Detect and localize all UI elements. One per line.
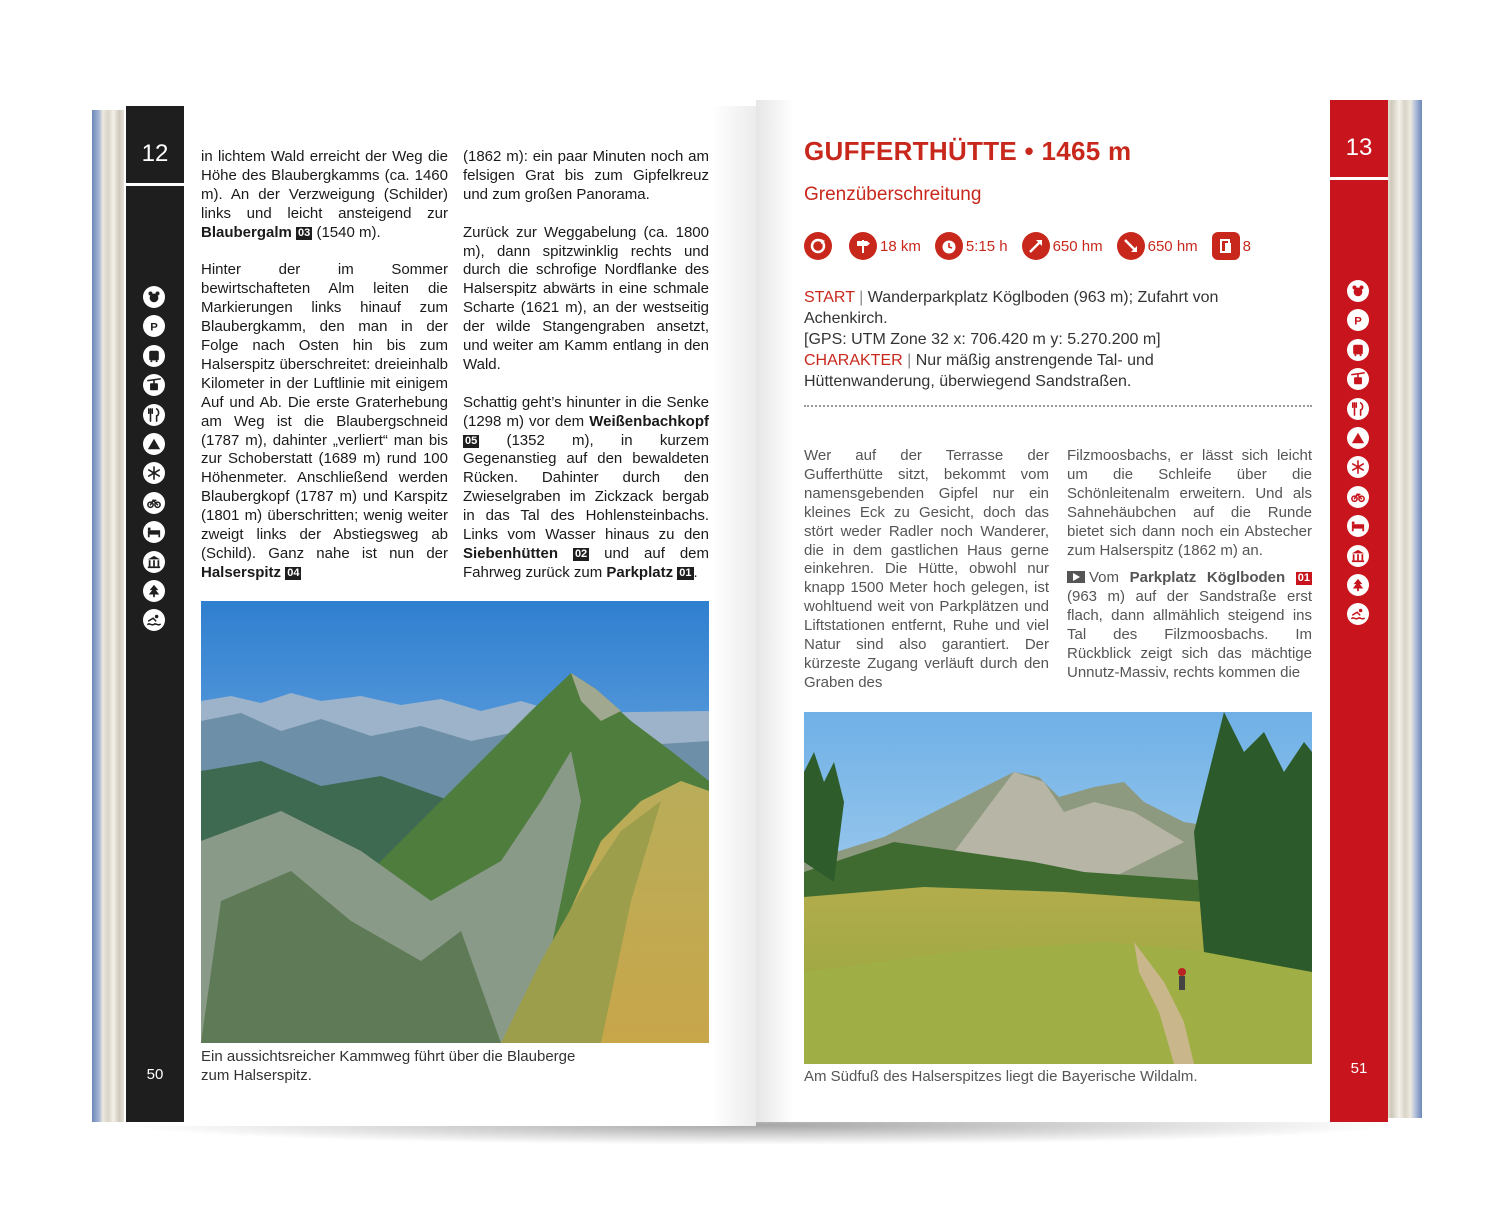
bicycle-icon <box>1347 486 1369 508</box>
camping-icon <box>143 433 165 455</box>
right-chapter-bar <box>1330 100 1388 1122</box>
left-page-number: 50 <box>146 1066 164 1083</box>
dotted-divider <box>804 405 1312 407</box>
parking-icon <box>143 315 165 337</box>
museum-icon <box>143 551 165 573</box>
tree-icon <box>143 580 165 602</box>
right-page-number: 51 <box>1350 1060 1368 1077</box>
museum-icon <box>1347 545 1369 567</box>
waypoint-badge: 05 <box>465 434 478 447</box>
waypoint-badge: 01 <box>679 566 692 579</box>
bus-icon <box>1347 339 1369 361</box>
bicycle-icon <box>143 492 165 514</box>
paragraph: in lichtem Wald erreicht der Weg die Höhe des Blaubergkamms (ca. 1460 m). An der Verzweigung (Schilder) links und leicht ansteigend zur Blaubergalm 03 (1540 m). <box>201 148 448 241</box>
start-arrow-icon <box>1067 571 1085 583</box>
right-photo-caption: Am Südfuß des Halserspitzes liegt die Bayerische Wildalm. <box>804 1068 1198 1085</box>
right-chapter-rule <box>1330 177 1388 180</box>
right-text-column-1 <box>804 447 1049 712</box>
bed-icon <box>1347 515 1369 537</box>
right-icon-column <box>1347 280 1371 633</box>
left-chapter-bar <box>126 106 184 1122</box>
paragraph: Hinter der im Sommer bewirtschafteten Alm leiten die Markierungen links hinauf zum Blaubergkamm, den man in der Folge nach Osten hin bis zum Halserspitz überschreitet: dreieinhalb Kilometer in der Luftlinie mit einigem Auf und Ab. Die erste Graterhebung am Weg ist die Blaubergschneid (1787 m), dahinter „verliert“ man bis zur Schoberstatt (1689 m) rund 100 Höhenmeter. Anschließend werden Blaubergkopf (1787 m) und Karspitz (1801 m) überschritten; wenig weiter zweigt links der Abstiegsweg ab (Schild). Ganz nahe ist nun der Halserspitz 04 <box>201 261 448 581</box>
photo-blauberg-ridge <box>201 601 709 1043</box>
paragraph: (1862 m): ein paar Minuten noch am felsigen Grat bis zum Gipfelkreuz und zum großen Panorama. <box>463 148 709 203</box>
left-chapter-number: 12 <box>141 140 169 167</box>
descent-stat: 650 hm <box>1117 232 1198 260</box>
swimming-icon <box>1347 603 1369 625</box>
distance-stat: 18 km <box>849 232 921 260</box>
difficulty-stat: 8 <box>1212 232 1251 260</box>
paragraph: Filzmoosbachs, er lässt sich leicht um die Schleife über die Schönleitenalm erweitern. Und als Sahnehäubchen auf die Runde bietet sich dann noch ein Abstecher zum Halserspitz (1862 m) an. <box>1067 447 1312 559</box>
tree-icon <box>1347 574 1369 596</box>
swimming-icon <box>143 609 165 631</box>
waypoint-badge: 03 <box>298 226 311 239</box>
bus-icon <box>143 345 165 367</box>
gps-line: [GPS: UTM Zone 32 x: 706.420 m y: 5.270.200 m] <box>804 331 1161 348</box>
right-text-column-2 <box>1067 447 1312 702</box>
ascent-stat: 650 hm <box>1022 232 1103 260</box>
left-text-column-1 <box>201 148 448 602</box>
bear-icon <box>1347 280 1369 302</box>
cable-car-icon <box>1347 368 1369 390</box>
time-stat: 5:15 h <box>935 232 1008 260</box>
cable-car-icon <box>143 374 165 396</box>
tour-title: GUFFERTHÜTTE • 1465 m <box>804 136 1132 166</box>
clock-icon <box>935 232 963 260</box>
signpost-icon <box>849 232 877 260</box>
descent-icon <box>1117 232 1145 260</box>
tour-info-box <box>804 287 1264 392</box>
restaurant-icon <box>1347 398 1369 420</box>
round-trip-stat <box>804 232 835 260</box>
waypoint-badge: 01 <box>1297 572 1311 585</box>
right-chapter-number: 13 <box>1345 134 1373 161</box>
difficulty-icon <box>1212 232 1240 260</box>
bear-icon <box>143 286 165 308</box>
waypoint-badge: 02 <box>574 548 588 560</box>
ascent-icon <box>1022 232 1050 260</box>
book-edge-right <box>1384 100 1422 1118</box>
svg-text:P: P <box>1354 315 1362 328</box>
start-line: START | Wanderparkplatz Köglboden (963 m); Zufahrt von Achenkirch. <box>804 289 1219 327</box>
book-edge-left <box>92 110 128 1122</box>
waypoint-badge: 04 <box>287 566 300 579</box>
svg-text:P: P <box>150 321 158 334</box>
charakter-line: CHARAKTER | Nur mäßig anstrengende Tal- und Hüttenwanderung, überwiegend Sandstraßen. <box>804 352 1154 390</box>
bed-icon <box>143 521 165 543</box>
left-icon-column <box>143 286 167 639</box>
left-photo-caption: Ein aussichtsreicher Kammweg führt über die Blauberge zum Halserspitz. <box>201 1048 576 1084</box>
photo-bayerische-wildalm <box>804 712 1312 1064</box>
paragraph: Vom Parkplatz Köglboden 01 (963 m) auf der Sandstraße erst flach, dann allmählich steigend ins Tal des Filzmoosbachs. Im Rückblick zeigt sich das mächtige Unnutz-Massiv, rechts kommen die <box>1067 569 1312 681</box>
parking-icon <box>1347 309 1369 331</box>
snowflake-icon <box>143 462 165 484</box>
paragraph: Schattig geht’s hinunter in die Senke (1298 m) vor dem Weißenbachkopf 05 (1352 m), in kurzem Gegenanstieg auf den bewaldeten Rücken. Dahinter durch den Zwieselgraben im Zickzack bergab in das Tal des Hohlensteinbachs. Links vom Wasser hinaus zu den Siebenhütten 02 und auf dem Fahrweg zurück zum Parkplatz 01 . <box>463 393 709 581</box>
snowflake-icon <box>1347 456 1369 478</box>
paragraph: Wer auf der Terrasse der Gufferthütte sitzt, bekommt vom namensgebenden Gipfel nur ein kleines Eck zu Gesicht, doch das stört weder Radler noch Wanderer, die in dem gastlichen Haus gerne einkehren. Die Hütte, obwohl nur knapp 1500 Meter hoch gelegen, ist wohltuend weit von Parkplätzen und Liftstationen entfernt, Ruhe und viel Natur sind also garantiert. Der kürzeste Zugang verläuft durch den Graben des <box>804 447 1049 691</box>
tour-stats <box>804 231 1265 261</box>
paragraph: Zurück zur Weggabelung (ca. 1800 m), dann spitzwinklig rechts und durch die schrofige Nordflanke des Halserspitz abwärts in eine schmale Scharte (1621 m), an der westseitig der wilde Stangengraben ansetzt, und weiter am Kamm entlang in den Wald. <box>463 223 709 373</box>
left-text-column-2 <box>463 148 709 602</box>
round-trip-icon <box>804 232 832 260</box>
restaurant-icon <box>143 404 165 426</box>
left-chapter-rule <box>126 183 184 186</box>
tour-subtitle: Grenzüberschreitung <box>804 184 982 205</box>
camping-icon <box>1347 427 1369 449</box>
